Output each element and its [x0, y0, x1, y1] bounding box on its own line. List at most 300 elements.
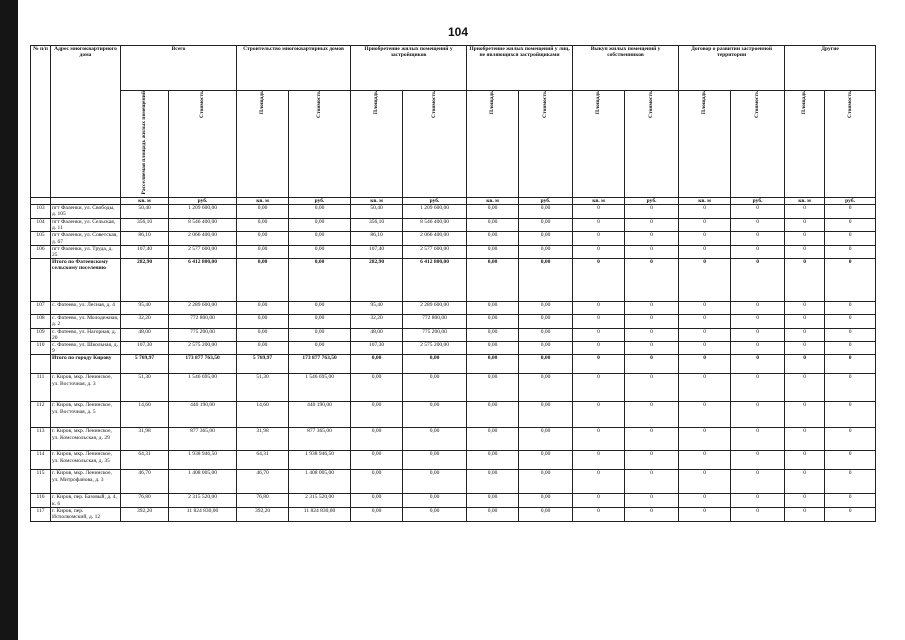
- cell-value: 0,00: [403, 451, 467, 470]
- table-row: [31, 315, 876, 328]
- cell-value: 0,00: [467, 245, 519, 258]
- table-row: [31, 204, 876, 218]
- cell-value: 0,00: [467, 428, 519, 451]
- cell-value: 0,00: [467, 507, 519, 521]
- cell-value: 48,00: [351, 328, 403, 341]
- row-number: 104: [31, 218, 51, 231]
- cell-value: 0: [785, 328, 825, 341]
- cell-value: 0: [573, 328, 625, 341]
- table-row: [31, 470, 876, 494]
- cell-value: 107,30: [121, 341, 169, 354]
- cell-value: 1 209 600,00: [169, 204, 237, 218]
- table-row: [31, 245, 876, 258]
- cell-value: 0,00: [289, 232, 351, 245]
- table-row: [31, 451, 876, 470]
- cell-value: 0,00: [519, 402, 573, 428]
- housing-table: [30, 45, 876, 522]
- unit-label: руб.: [625, 197, 679, 204]
- cell-value: 0: [625, 315, 679, 328]
- cell-value: 0: [625, 451, 679, 470]
- cell-value: 0: [573, 232, 625, 245]
- cell-value: 1 938 946,50: [169, 451, 237, 470]
- cell-value: 0,00: [351, 507, 403, 521]
- cell-value: 0,00: [467, 315, 519, 328]
- subheader-area: Площадь: [489, 91, 496, 115]
- cell-value: 0,00: [519, 470, 573, 494]
- unit-label: руб.: [825, 197, 876, 204]
- cell-value: 0,00: [237, 328, 289, 341]
- cell-value: 0,00: [289, 341, 351, 354]
- cell-value: 0: [679, 402, 731, 428]
- cell-value: 0: [625, 494, 679, 507]
- cell-value: 772 800,00: [169, 315, 237, 328]
- cell-value: 0: [625, 245, 679, 258]
- unit-label: кв. м: [467, 197, 519, 204]
- cell-value: 0,00: [289, 218, 351, 231]
- cell-value: 0: [679, 204, 731, 218]
- cell-value: 0: [625, 232, 679, 245]
- cell-value: 0: [731, 470, 785, 494]
- cell-value: 0: [731, 507, 785, 521]
- cell-value: 0: [731, 355, 785, 374]
- cell-value: 0,00: [403, 374, 467, 402]
- cell-value: 0,00: [403, 402, 467, 428]
- cell-value: 0: [679, 259, 731, 302]
- row-number: [31, 259, 51, 302]
- unit-label: кв. м: [785, 197, 825, 204]
- cell-value: 2 577 600,00: [169, 245, 237, 258]
- cell-value: 1 546 695,00: [289, 374, 351, 402]
- cell-value: 877 365,00: [169, 428, 237, 451]
- cell-value: 0,00: [467, 374, 519, 402]
- cell-value: 0: [731, 374, 785, 402]
- cell-value: 86,10: [121, 232, 169, 245]
- cell-value: 0,00: [289, 259, 351, 302]
- table-row: [31, 341, 876, 354]
- unit-label: руб.: [289, 197, 351, 204]
- cell-value: 0: [573, 507, 625, 521]
- cell-value: 5 769,97: [237, 355, 289, 374]
- header-group: Приобретение жилых помещений у застройщиков: [351, 46, 467, 91]
- cell-value: 48,00: [121, 328, 169, 341]
- cell-value: 0,00: [519, 428, 573, 451]
- subheader-cost: Стоимость: [846, 91, 853, 118]
- cell-value: 0: [731, 328, 785, 341]
- subheader-area: Расселяемая площадь жилых помещений: [141, 91, 148, 195]
- row-number: 111: [31, 374, 51, 402]
- cell-value: 0: [679, 232, 731, 245]
- cell-value: 107,40: [351, 245, 403, 258]
- header-group: Другие: [785, 46, 876, 91]
- cell-value: 0: [625, 428, 679, 451]
- cell-value: 0: [625, 507, 679, 521]
- cell-value: 0: [573, 302, 625, 315]
- cell-value: 11 824 830,00: [169, 507, 237, 521]
- cell-value: 0: [573, 204, 625, 218]
- header-group: Договор о развитии застроенной территории: [679, 46, 785, 91]
- cell-value: 0,00: [519, 328, 573, 341]
- scan-edge-bar: [0, 0, 18, 640]
- cell-value: 0: [731, 218, 785, 231]
- cell-value: 0: [625, 302, 679, 315]
- cell-value: 0,00: [519, 315, 573, 328]
- cell-value: 282,90: [121, 259, 169, 302]
- page-number: 104: [448, 25, 469, 39]
- cell-value: 0: [573, 428, 625, 451]
- cell-value: 0: [785, 315, 825, 328]
- cell-value: 0: [731, 302, 785, 315]
- cell-value: 8 546 400,00: [403, 218, 467, 231]
- cell-value: 0: [679, 302, 731, 315]
- cell-value: 1 546 695,00: [169, 374, 237, 402]
- cell-value: 11 824 830,00: [289, 507, 351, 521]
- header-group: Приобретение жилых помещений у лиц, не являющихся застройщиками: [467, 46, 573, 91]
- row-address: Итого по городу Кирову: [51, 355, 121, 374]
- cell-value: 0: [679, 507, 731, 521]
- cell-value: 0: [785, 245, 825, 258]
- header-group: Строительство многоквартирных домов: [237, 46, 351, 91]
- cell-value: 8 546 400,00: [169, 218, 237, 231]
- table-total-row: [31, 259, 876, 302]
- subheader-cost: Стоимость: [542, 91, 549, 118]
- cell-value: 0: [825, 374, 876, 402]
- unit-label: руб.: [169, 197, 237, 204]
- unit-label: кв. м: [351, 197, 403, 204]
- cell-value: 0: [679, 470, 731, 494]
- cell-value: 392,20: [121, 507, 169, 521]
- unit-label: руб.: [403, 197, 467, 204]
- cell-value: 0,00: [519, 204, 573, 218]
- cell-value: 0: [825, 328, 876, 341]
- row-number: 112: [31, 402, 51, 428]
- row-address: с. Фатеево, ул. Молодежная, д. 2: [51, 315, 121, 328]
- subheader-area: Площадь: [801, 91, 808, 115]
- subheader-area: Площадь: [259, 91, 266, 115]
- cell-value: 0: [785, 374, 825, 402]
- cell-value: 0,00: [519, 232, 573, 245]
- unit-label: руб.: [519, 197, 573, 204]
- cell-value: 0: [825, 402, 876, 428]
- cell-value: 0,00: [351, 470, 403, 494]
- cell-value: 0: [731, 245, 785, 258]
- subheader-area: Площадь: [373, 91, 380, 115]
- cell-value: 0,00: [237, 232, 289, 245]
- cell-value: 0,00: [237, 315, 289, 328]
- cell-value: 0: [785, 402, 825, 428]
- row-address: пгт Фаленки, ул. Советская, д. 67: [51, 232, 121, 245]
- cell-value: 0,00: [467, 302, 519, 315]
- cell-value: 0: [625, 470, 679, 494]
- cell-value: 0: [573, 245, 625, 258]
- cell-value: 0: [825, 259, 876, 302]
- row-address: г. Киров, пер. Исполкомский, д. 12: [51, 507, 121, 521]
- cell-value: 31,98: [121, 428, 169, 451]
- cell-value: 0: [825, 428, 876, 451]
- cell-value: 0: [573, 402, 625, 428]
- table-row: [31, 232, 876, 245]
- row-address: г. Киров, пер. Базовый, д. 4, к. 6: [51, 494, 121, 507]
- cell-value: 2 066 400,00: [403, 232, 467, 245]
- table-row: [31, 328, 876, 341]
- cell-value: 1 408 005,00: [169, 470, 237, 494]
- cell-value: 0: [679, 328, 731, 341]
- row-number: 107: [31, 302, 51, 315]
- cell-value: 0,00: [519, 494, 573, 507]
- cell-value: 1 938 946,50: [289, 451, 351, 470]
- row-number: 115: [31, 470, 51, 494]
- cell-value: 0,00: [519, 218, 573, 231]
- cell-value: 0: [785, 470, 825, 494]
- cell-value: 0,00: [237, 259, 289, 302]
- cell-value: 0,00: [237, 218, 289, 231]
- table-row: [31, 302, 876, 315]
- cell-value: 0: [573, 374, 625, 402]
- cell-value: 0,00: [467, 232, 519, 245]
- cell-value: 2 066 400,00: [169, 232, 237, 245]
- cell-value: 2 315 520,00: [169, 494, 237, 507]
- cell-value: 0,00: [519, 245, 573, 258]
- cell-value: 2 575 200,00: [403, 341, 467, 354]
- row-number: [31, 355, 51, 374]
- row-address: с. Фатеево, ул. Лесная, д. 4: [51, 302, 121, 315]
- subheader-cost: Стоимость: [316, 91, 323, 118]
- cell-value: 0: [573, 259, 625, 302]
- row-address: г. Киров, мкр. Ленинское, ул. Митрофанова, д. 3: [51, 470, 121, 494]
- cell-value: 0: [825, 232, 876, 245]
- cell-value: 0: [785, 451, 825, 470]
- cell-value: 0: [731, 494, 785, 507]
- cell-value: 356,10: [351, 218, 403, 231]
- cell-value: 0,00: [519, 341, 573, 354]
- row-address: пгт Фаленки, ул. Сельская, д. 11: [51, 218, 121, 231]
- cell-value: 0: [731, 232, 785, 245]
- cell-value: 51,30: [237, 374, 289, 402]
- cell-value: 51,30: [121, 374, 169, 402]
- cell-value: 2 315 520,00: [289, 494, 351, 507]
- cell-value: 0: [679, 355, 731, 374]
- subheader-cost: Стоимость: [754, 91, 761, 118]
- cell-value: 0,00: [467, 494, 519, 507]
- cell-value: 173 877 763,50: [169, 355, 237, 374]
- cell-value: 0,00: [467, 451, 519, 470]
- table-row: [31, 374, 876, 402]
- cell-value: 0: [573, 494, 625, 507]
- cell-value: 0,00: [467, 328, 519, 341]
- subheader-area: Площадь: [595, 91, 602, 115]
- cell-value: 0: [679, 315, 731, 328]
- row-number: 114: [31, 451, 51, 470]
- table-row: [31, 428, 876, 451]
- cell-value: 0: [573, 470, 625, 494]
- row-address: пгт Фаленки, ул. Свободы, д. 105: [51, 204, 121, 218]
- cell-value: 0: [825, 302, 876, 315]
- cell-value: 6 412 800,00: [169, 259, 237, 302]
- cell-value: 2 289 600,00: [403, 302, 467, 315]
- cell-value: 0: [825, 218, 876, 231]
- row-number: 110: [31, 341, 51, 354]
- unit-label: кв. м: [679, 197, 731, 204]
- cell-value: 0,00: [467, 355, 519, 374]
- cell-value: 0: [825, 355, 876, 374]
- cell-value: 0,00: [403, 428, 467, 451]
- table-row: [31, 507, 876, 521]
- row-address: г. Киров, мкр. Ленинское, ул. Комсомольская, д. 29: [51, 428, 121, 451]
- cell-value: 0: [625, 259, 679, 302]
- cell-value: 32,20: [121, 315, 169, 328]
- cell-value: 0,00: [519, 507, 573, 521]
- cell-value: 0: [679, 494, 731, 507]
- cell-value: 0: [731, 341, 785, 354]
- subheader-cost: Стоимость: [648, 91, 655, 118]
- cell-value: 0,00: [351, 428, 403, 451]
- row-number: 106: [31, 245, 51, 258]
- cell-value: 282,90: [351, 259, 403, 302]
- cell-value: 0,00: [519, 259, 573, 302]
- cell-value: 0,00: [237, 341, 289, 354]
- cell-value: 1 209 600,00: [403, 204, 467, 218]
- cell-value: 0,00: [351, 494, 403, 507]
- cell-value: 0: [573, 218, 625, 231]
- cell-value: 0: [785, 302, 825, 315]
- cell-value: 0: [825, 470, 876, 494]
- header-address: Адрес многоквартирного дома: [51, 46, 121, 198]
- cell-value: 0: [825, 315, 876, 328]
- row-number: 116: [31, 494, 51, 507]
- cell-value: 0: [573, 355, 625, 374]
- cell-value: 0,00: [467, 341, 519, 354]
- cell-value: 2 577 600,00: [403, 245, 467, 258]
- cell-value: 46,70: [121, 470, 169, 494]
- cell-value: 0: [573, 315, 625, 328]
- cell-value: 0,00: [467, 204, 519, 218]
- cell-value: 0,00: [237, 302, 289, 315]
- table-total-row: [31, 355, 876, 374]
- cell-value: 0,00: [519, 355, 573, 374]
- row-address: пгт Фаленки, ул. Труда, д. 25: [51, 245, 121, 258]
- cell-value: 0: [625, 204, 679, 218]
- unit-label: руб.: [731, 197, 785, 204]
- cell-value: 0,00: [237, 245, 289, 258]
- cell-value: 14,60: [237, 402, 289, 428]
- cell-value: 0,00: [403, 470, 467, 494]
- cell-value: 0,00: [467, 218, 519, 231]
- row-address: г. Киров, мкр. Ленинское, ул. Комсомольская, д. 35: [51, 451, 121, 470]
- cell-value: 0,00: [289, 302, 351, 315]
- cell-value: 0: [573, 451, 625, 470]
- row-address: с. Фатеево, ул. Школьная, д. 9: [51, 341, 121, 354]
- table-row: [31, 218, 876, 231]
- cell-value: 0,00: [467, 470, 519, 494]
- cell-value: 0,00: [403, 494, 467, 507]
- row-number: 117: [31, 507, 51, 521]
- cell-value: 440 190,00: [169, 402, 237, 428]
- cell-value: 0: [785, 494, 825, 507]
- cell-value: 0: [825, 341, 876, 354]
- unit-label: кв. м: [237, 197, 289, 204]
- cell-value: 0: [731, 259, 785, 302]
- row-number: 113: [31, 428, 51, 451]
- cell-value: 0: [785, 232, 825, 245]
- cell-value: 0: [825, 245, 876, 258]
- cell-value: 0,00: [237, 204, 289, 218]
- cell-value: 0: [731, 204, 785, 218]
- cell-value: 877 365,00: [289, 428, 351, 451]
- cell-value: 31,98: [237, 428, 289, 451]
- row-address: Итого по Фатеевскому сельскому поселению: [51, 259, 121, 302]
- cell-value: 50,40: [351, 204, 403, 218]
- cell-value: 0: [825, 494, 876, 507]
- cell-value: 0: [625, 355, 679, 374]
- cell-value: 86,10: [351, 232, 403, 245]
- cell-value: 0: [825, 451, 876, 470]
- cell-value: 0: [785, 507, 825, 521]
- cell-value: 0: [731, 402, 785, 428]
- cell-value: 772 800,00: [403, 315, 467, 328]
- cell-value: 0: [825, 204, 876, 218]
- cell-value: 0,00: [351, 451, 403, 470]
- cell-value: 775 200,00: [169, 328, 237, 341]
- cell-value: 0,00: [519, 451, 573, 470]
- cell-value: 0,00: [519, 302, 573, 315]
- row-number: 109: [31, 328, 51, 341]
- cell-value: 0: [573, 341, 625, 354]
- cell-value: 0: [825, 507, 876, 521]
- cell-value: 0: [625, 341, 679, 354]
- cell-value: 0: [785, 428, 825, 451]
- cell-value: 46,70: [237, 470, 289, 494]
- cell-value: 5 769,97: [121, 355, 169, 374]
- cell-value: 2 289 600,00: [169, 302, 237, 315]
- row-address: г. Киров, мкр. Ленинское, ул. Восточная, д. 5: [51, 402, 121, 428]
- cell-value: 392,20: [237, 507, 289, 521]
- cell-value: 76,80: [237, 494, 289, 507]
- subheader-cost: Стоимость: [431, 91, 438, 118]
- cell-value: 356,10: [121, 218, 169, 231]
- unit-label: кв. м: [573, 197, 625, 204]
- cell-value: 0: [785, 218, 825, 231]
- cell-value: 0,00: [289, 245, 351, 258]
- cell-value: 0: [785, 204, 825, 218]
- cell-value: 0: [679, 428, 731, 451]
- cell-value: 0,00: [351, 374, 403, 402]
- cell-value: 0,00: [403, 507, 467, 521]
- cell-value: 0: [625, 328, 679, 341]
- row-address: с. Фатеево, ул. Нагорная, д. 20: [51, 328, 121, 341]
- cell-value: 0: [625, 218, 679, 231]
- cell-value: 0,00: [467, 402, 519, 428]
- cell-value: 2 575 200,00: [169, 341, 237, 354]
- cell-value: 0,00: [289, 204, 351, 218]
- cell-value: 173 877 763,50: [289, 355, 351, 374]
- cell-value: 0,00: [289, 315, 351, 328]
- header-group: Выкуп жилых помещений у собственников: [573, 46, 679, 91]
- cell-value: 0: [785, 259, 825, 302]
- cell-value: 0,00: [403, 355, 467, 374]
- cell-value: 95,40: [351, 302, 403, 315]
- cell-value: 0,00: [351, 402, 403, 428]
- cell-value: 0,00: [467, 259, 519, 302]
- row-address: г. Киров, мкр. Ленинское, ул. Восточная, д. 3: [51, 374, 121, 402]
- cell-value: 440 190,00: [289, 402, 351, 428]
- cell-value: 50,40: [121, 204, 169, 218]
- cell-value: 0: [731, 428, 785, 451]
- cell-value: 64,31: [121, 451, 169, 470]
- cell-value: 0: [785, 355, 825, 374]
- cell-value: 0: [625, 374, 679, 402]
- unit-label: кв. м: [121, 197, 169, 204]
- header-group: Всего: [121, 46, 237, 91]
- cell-value: 0,00: [351, 355, 403, 374]
